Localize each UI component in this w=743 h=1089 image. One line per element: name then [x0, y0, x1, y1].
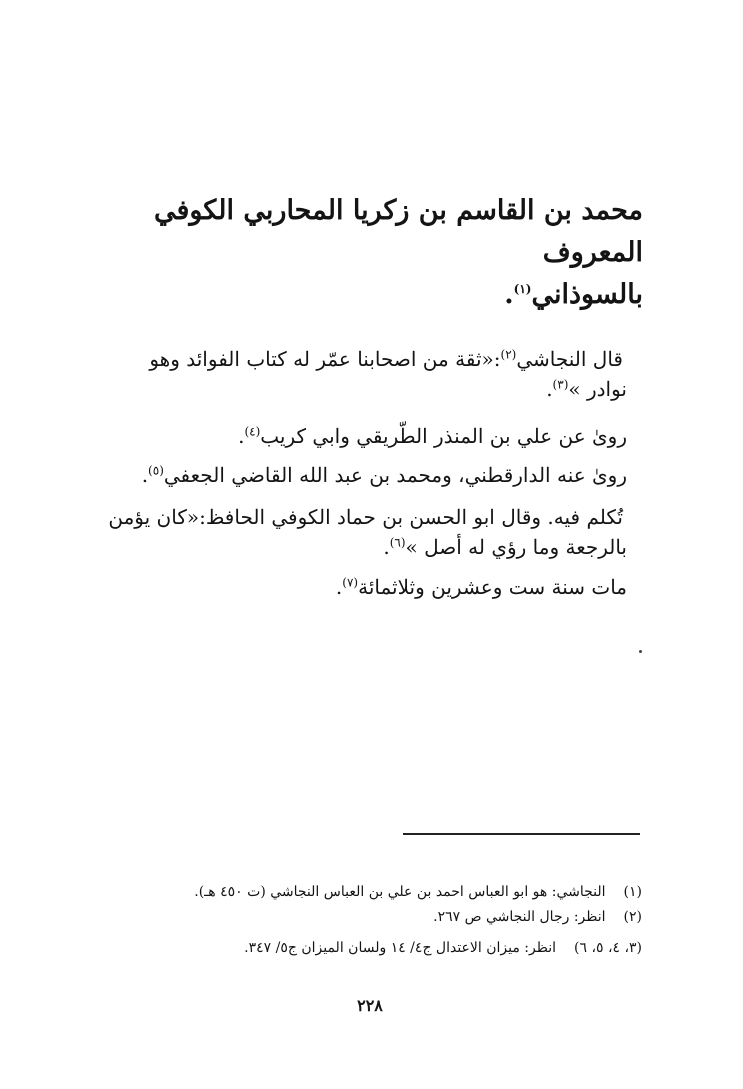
footnote-ref: (١) [513, 282, 532, 296]
paragraph-criticism [95, 502, 627, 562]
page-number: ٢٢٨ [357, 996, 383, 1015]
footnote-ref: (٦) [389, 535, 406, 550]
footnote-3: (٣، ٤، ٥، ٦)انظر: ميزان الاعتدال ج٤/ ١٤ ولسان الميزان ج٥/ ٣٤٧. [244, 940, 642, 956]
footnote-1: (١)النجاشي: هو ابو العباس احمد بن علي بن العباس النجاشي (ت ٤٥٠ هـ). [194, 884, 642, 900]
footnote-ref: (٤) [244, 424, 261, 439]
title-line-2: بالسوذاني$^{(١)}$. [504, 279, 643, 310]
paragraph-narrated-by: روىٰ عنه الدارقطني، ومحمد بن عبد الله القاضي الجعفي$^{(٥)}$. [141, 463, 627, 487]
footnote-divider [403, 833, 640, 835]
title-line-1: محمد بن القاسم بن زكريا المحاربي الكوفي المعروف [154, 195, 643, 268]
paragraph-death: مات سنة ست وعشرين وثلاثمائة$^{(٧)}$. [335, 575, 627, 599]
paragraph-line: قال النجاشي$^{(٢)}$:«ثقة من اصحابنا عمّر له كتاب الفوائد وهو [149, 347, 623, 371]
paragraph-line: نوادر »$^{(٣)}$. [546, 377, 627, 401]
print-speck [639, 650, 642, 653]
paragraph-narrated-from: روىٰ عن علي بن المنذر الطّريقي وابي كريب$^{(٤)}$. [238, 424, 627, 448]
footnote-ref: (٢) [500, 347, 517, 362]
entry-title [95, 190, 643, 316]
paragraph-line: تُكلم فيه. وقال ابو الحسن بن حماد الكوفي الحافظ:«كان يؤمن [108, 505, 623, 529]
footnote-ref: (٣) [552, 377, 569, 392]
paragraph-najashi [95, 344, 627, 404]
footnote-ref: (٥) [148, 463, 164, 478]
paragraph-line: بالرجعة وما رؤي له أصل »$^{(٦)}$. [383, 535, 627, 559]
footnote-2: (٢)انظر: رجال النجاشي ص ٢٦٧. [433, 909, 642, 925]
footnote-ref: (٧) [342, 575, 359, 590]
